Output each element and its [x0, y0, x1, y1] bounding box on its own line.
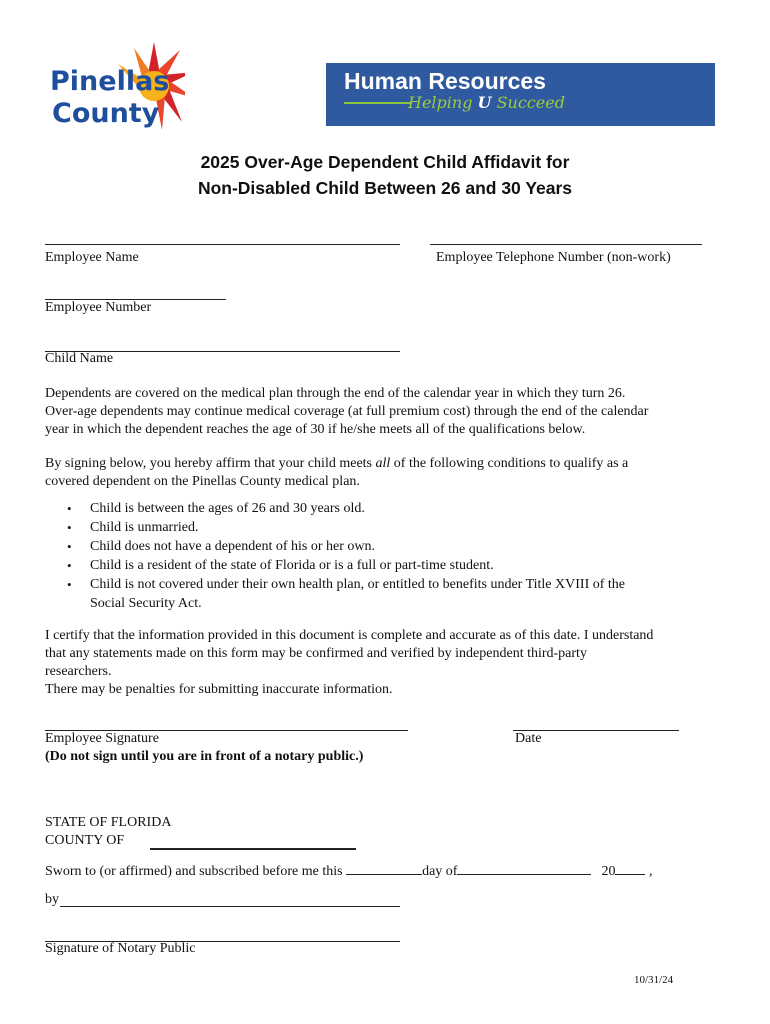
condition-item: • Child is between the ages of 26 and 30 years old. — [45, 499, 725, 518]
by-label: by — [45, 892, 59, 907]
conditions-list — [45, 499, 725, 613]
sworn-year: 20 — [601, 864, 616, 879]
employee-name-line[interactable] — [45, 244, 400, 245]
banner-tagline — [408, 93, 565, 112]
employee-signature-label: Employee Signature — [45, 731, 159, 746]
notary-notice: (Do not sign until you are in front of a notary public.) — [45, 749, 364, 764]
affirm-paragraph — [45, 455, 725, 491]
tagline-part2: Succeed — [491, 93, 565, 112]
revision-date: 10/31/24 — [634, 974, 674, 986]
employee-phone-line[interactable] — [430, 244, 702, 245]
form-title-line1: 2025 Over-Age Dependent Child Affidavit for — [200, 152, 570, 172]
by-line[interactable] — [60, 906, 400, 907]
intro-line2: Over-age dependents may continue medical coverage (at full premium cost) through the end of the calendar — [45, 404, 649, 419]
condition-item: • Child is a resident of the state of Florida or is a full or part-time student. — [45, 556, 725, 575]
sworn-statement — [45, 863, 652, 880]
sworn-end: , — [645, 864, 653, 879]
certify-line3: researchers. — [45, 664, 112, 679]
date-label: Date — [515, 731, 542, 746]
condition-item — [45, 575, 725, 613]
form-title-line2: Non-Disabled Child Between 26 and 30 Years — [197, 178, 573, 198]
sworn-year-blank[interactable] — [615, 863, 645, 875]
affirm-emphasis: all — [375, 456, 391, 471]
tagline-part1: Helping — [408, 93, 478, 112]
certify-line2: that any statements made on this form may be confirmed and verified by independent third-party — [45, 646, 587, 661]
condition-item: • Child does not have a dependent of his or her own. — [45, 537, 725, 556]
notary-signature-label: Signature of Notary Public — [45, 941, 196, 956]
county-label: COUNTY OF — [45, 833, 125, 848]
sworn-month-blank[interactable] — [457, 863, 591, 875]
condition-text: Child is not covered under their own health plan, or entitled to benefits under Title XVIII of the — [90, 577, 625, 592]
condition-item: • Child is unmarried. — [45, 518, 725, 537]
intro-line1: Dependents are covered on the medical plan through the end of the calendar year in which they turn 26. — [45, 386, 626, 401]
pinellas-county-logo — [50, 42, 185, 142]
tagline-u: U — [477, 93, 492, 112]
affirm-line1 — [45, 455, 725, 473]
employee-phone-label: Employee Telephone Number (non-work) — [436, 250, 671, 265]
affirm-line2: covered dependent on the Pinellas County medical plan. — [45, 474, 360, 489]
intro-paragraph — [45, 385, 725, 439]
condition-continuation: Social Security Act. — [90, 596, 202, 611]
sworn-day-blank[interactable] — [346, 863, 422, 875]
certify-line4: There may be penalties for submitting inaccurate information. — [45, 682, 393, 697]
employee-name-label: Employee Name — [45, 250, 139, 265]
banner-title: Human Resources — [344, 68, 546, 94]
affirm-part2: of the following conditions to qualify as a — [390, 456, 629, 471]
svg-text:Pinellas: Pinellas — [50, 66, 170, 97]
state-label: STATE OF FLORIDA — [45, 815, 172, 830]
tagline-rule — [344, 102, 412, 104]
svg-text:County: County — [52, 98, 160, 129]
certify-line1: I certify that the information provided in this document is complete and accurate as of this date. I understand — [45, 628, 654, 643]
county-line[interactable] — [150, 848, 356, 850]
sworn-part1: Sworn to (or affirmed) and subscribed before me this — [45, 864, 347, 879]
child-name-label: Child Name — [45, 351, 114, 366]
intro-line3: year in which the dependent reaches the age of 30 if he/she meets all of the qualifications below. — [45, 422, 586, 437]
affirm-part1: By signing below, you hereby affirm that your child meets — [45, 456, 376, 471]
certify-paragraph — [45, 627, 745, 699]
sworn-part2: day of — [422, 864, 458, 879]
employee-number-label: Employee Number — [45, 300, 152, 315]
sun-logo-icon — [50, 42, 185, 142]
